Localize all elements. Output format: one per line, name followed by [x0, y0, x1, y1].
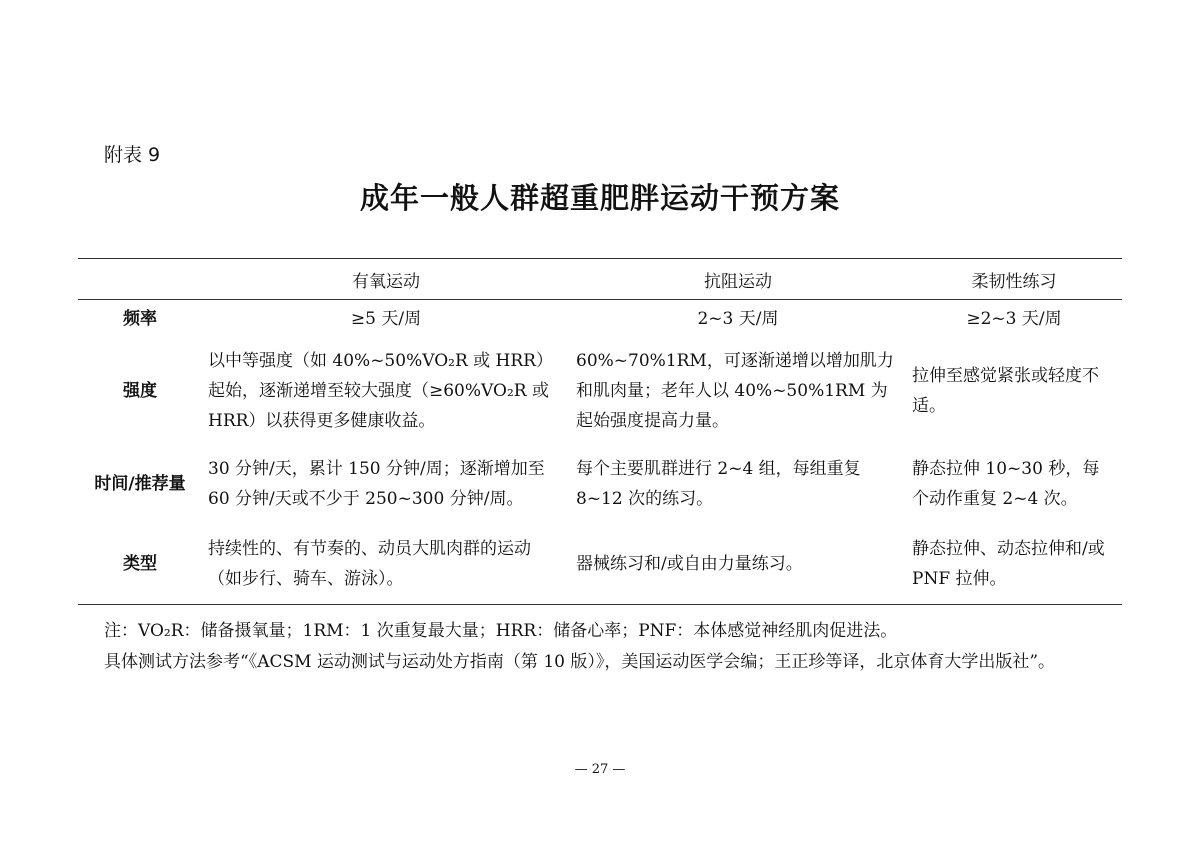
header-resistance: 抗阻运动	[704, 271, 772, 292]
reference-note: 具体测试方法参考“《ACSM 运动测试与运动处方指南（第 10 版）》，美国运动医学会编；王正珍等译，北京体育大学出版社”。	[104, 652, 1056, 672]
abbreviation-note: 注：VO₂R：储备摄氧量；1RM：1 次重复最大量；HRR：储备心率；PNF：本体感觉神经肌肉促进法。	[104, 621, 898, 641]
row-label-type: 类型	[123, 554, 157, 574]
row-label-frequency: 频率	[123, 309, 157, 329]
frequency-resistance: 2~3 天/周	[697, 309, 779, 329]
header-blank	[78, 259, 202, 300]
header-flexibility: 柔韧性练习	[971, 271, 1057, 292]
header-aerobic: 有氧运动	[352, 271, 420, 292]
exercise-plan-table	[78, 258, 1122, 605]
document-title: 成年一般人群超重肥胖运动干预方案	[359, 181, 840, 215]
table-row-frequency	[78, 300, 1122, 339]
type-aerobic: 持续性的、有节奏的、动员大肌肉群的运动（如步行、骑车、游泳）。	[208, 539, 531, 589]
intensity-aerobic: 以中等强度（如 40%~50%VO₂R 或 HRR）起始，逐渐递增至较大强度（≥60%VO₂R 或 HRR）以获得更多健康收益。	[208, 351, 553, 431]
page-number: — 27 —	[574, 762, 626, 777]
row-label-duration: 时间/推荐量	[94, 474, 186, 494]
duration-aerobic: 30 分钟/天，累计 150 分钟/周；逐渐增加至 60 分钟/天或不少于 250~300 分钟/周。	[208, 459, 545, 509]
frequency-flexibility: ≥2~3 天/周	[966, 309, 1062, 329]
table-row-duration	[78, 444, 1122, 524]
type-flexibility: 静态拉伸、动态拉伸和/或 PNF 拉伸。	[912, 539, 1105, 589]
appendix-label: 附表 9	[104, 144, 161, 166]
frequency-aerobic: ≥5 天/周	[350, 309, 422, 329]
table-row-intensity	[78, 338, 1122, 444]
table-notes	[104, 616, 1104, 678]
type-resistance: 器械练习和/或自由力量练习。	[576, 554, 803, 574]
intensity-flexibility: 拉伸至感觉紧张或轻度不适。	[912, 366, 1099, 416]
intensity-resistance: 60%~70%1RM，可逐渐递增以增加肌力和肌肉量；老年人以 40%~50%1RM 为起始强度提高力量。	[576, 351, 894, 431]
duration-flexibility: 静态拉伸 10~30 秒，每个动作重复 2~4 次。	[912, 459, 1100, 509]
duration-resistance: 每个主要肌群进行 2~4 组，每组重复 8~12 次的练习。	[576, 459, 861, 509]
row-label-intensity: 强度	[123, 381, 157, 401]
table-header-row	[78, 259, 1122, 300]
table-row-type	[78, 524, 1122, 605]
